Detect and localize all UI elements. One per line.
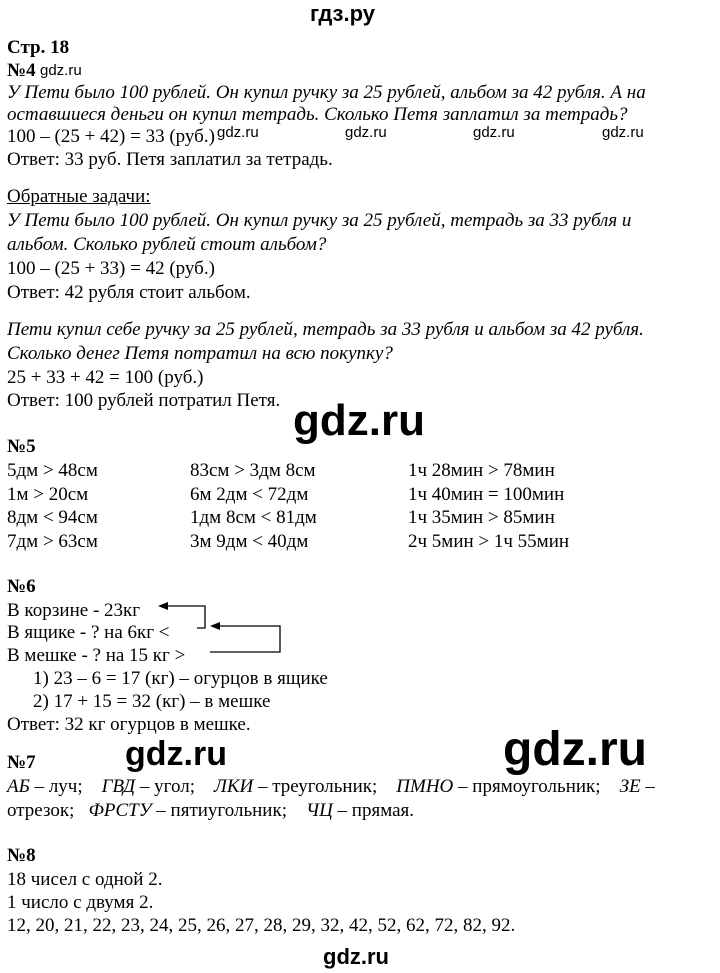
comparison: 3м 9дм < 40дм [190,530,309,552]
task6-line1: В корзине - 23кг [7,600,141,621]
task7-number: №7 [7,752,36,773]
inverse1-answer: Ответ: 42 рубля стоит альбом. [7,282,251,303]
page-label: Стр. 18 [7,37,70,58]
arrowhead-lower [210,622,220,630]
figure-name: АБ [7,776,30,797]
figure-desc: – треугольник; [253,776,378,797]
comparison: 1ч 28мин > 78мин [408,460,555,481]
figure-name: ФРСТУ [88,800,152,821]
inverse1-solution: 100 – (25 + 33) = 42 (руб.) [7,258,215,279]
figure-desc: – пятиугольник; [151,800,287,821]
figure-name: ГВД [101,776,136,797]
site-header: гдз.ру [310,1,375,26]
task7-line2 [7,799,414,822]
arrowhead-upper [158,602,168,610]
figure-desc: – [640,776,655,797]
task6-step2: 2) 17 + 15 = 32 (кг) – в мешке [33,691,271,712]
comparison: 2ч 5мин > 1ч 55мин [408,530,570,552]
site-footer: gdz.ru [323,944,389,969]
task8-number: №8 [7,845,36,866]
inverse2-line2: Сколько денег Петя потратил на всю покупку? [7,343,393,364]
figure-name: ЧЦ [305,800,333,821]
watermark-big: gdz.ru [503,723,647,776]
task4-problem-line2: оставшиеся деньги он купил тетрадь. Сколько Петя заплатил за тетрадь? [7,104,628,125]
comparison: 1ч 40мин = 100мин [408,483,565,505]
comparison: 6м 2дм < 72дм [190,483,309,505]
inverse1-line1: У Пети было 100 рублей. Он купил ручку за 25 рублей, тетрадь за 33 рубля и [7,210,632,231]
inverse-tasks-heading: Обратные задачи: [7,186,151,207]
task6-number: №6 [7,576,36,597]
task6-line2: В ящике - ? на 6кг < [7,622,170,643]
bracket-arrow-lower [210,626,280,652]
task4-number: №4 [7,60,36,81]
watermark-small: gdz.ru [602,124,644,141]
comparison: 1м > 20см [7,483,89,505]
task6-answer: Ответ: 32 кг огурцов в мешке. [7,714,251,735]
figure-desc: отрезок; [7,800,75,821]
task6-step1: 1) 23 – 6 = 17 (кг) – огурцов в ящике [33,668,328,689]
task5-number: №5 [7,436,36,457]
task4-solution: 100 – (25 + 42) = 33 (руб.) [7,126,215,147]
comparison: 83см > 3дм 8см [190,460,316,481]
task5-col3 [408,459,569,553]
figure-name: ЛКИ [214,776,254,797]
figure-name: ЗЕ [619,776,641,797]
inverse1-line2: альбом. Сколько рублей стоит альбом? [7,234,327,255]
comparison: 8дм < 94см [7,507,98,528]
watermark-big: gdz.ru [125,735,227,773]
watermark-big: gdz.ru [293,396,425,445]
comparison: 5дм > 48см [7,460,98,481]
task6-line3: В мешке - ? на 15 кг > [7,645,186,666]
task8-line2: 1 число с двумя 2. [7,892,154,913]
task4-problem-line1: У Пети было 100 рублей. Он купил ручку за 25 рублей, альбом за 42 рубля. А на [7,82,646,103]
figure-desc: – угол; [135,776,195,797]
inverse2-line1: Пети купил себе ручку за 25 рублей, тетрадь за 33 рубля и альбом за 42 рубля. [7,319,644,340]
figure-name: ПМНО [396,776,454,797]
inverse2-answer: Ответ: 100 рублей потратил Петя. [7,390,281,411]
figure-desc: – прямая. [332,800,415,821]
task5-col2 [190,459,317,553]
watermark-small: gdz.ru [217,124,259,141]
comparison: 1ч 35мин > 85мин [408,507,555,528]
comparison: 1дм 8см < 81дм [190,507,317,528]
task5-col1 [7,459,98,553]
watermark-small: gdz.ru [40,62,82,79]
task4-answer: Ответ: 33 руб. Петя заплатил за тетрадь. [7,149,333,170]
comparison: 7дм > 63см [7,530,98,552]
bracket-arrow-upper [165,606,205,628]
inverse2-solution: 25 + 33 + 42 = 100 (руб.) [7,367,204,388]
figure-desc: – луч; [29,776,83,797]
task8-line1: 18 чисел с одной 2. [7,869,163,890]
watermark-small: gdz.ru [473,124,515,141]
figure-desc: – прямоугольник; [453,776,601,797]
task8-line3: 12, 20, 21, 22, 23, 24, 25, 26, 27, 28, 29, 32, 42, 52, 62, 72, 82, 92. [7,915,516,936]
task7-line1 [7,775,655,798]
watermark-small: gdz.ru [345,124,387,141]
